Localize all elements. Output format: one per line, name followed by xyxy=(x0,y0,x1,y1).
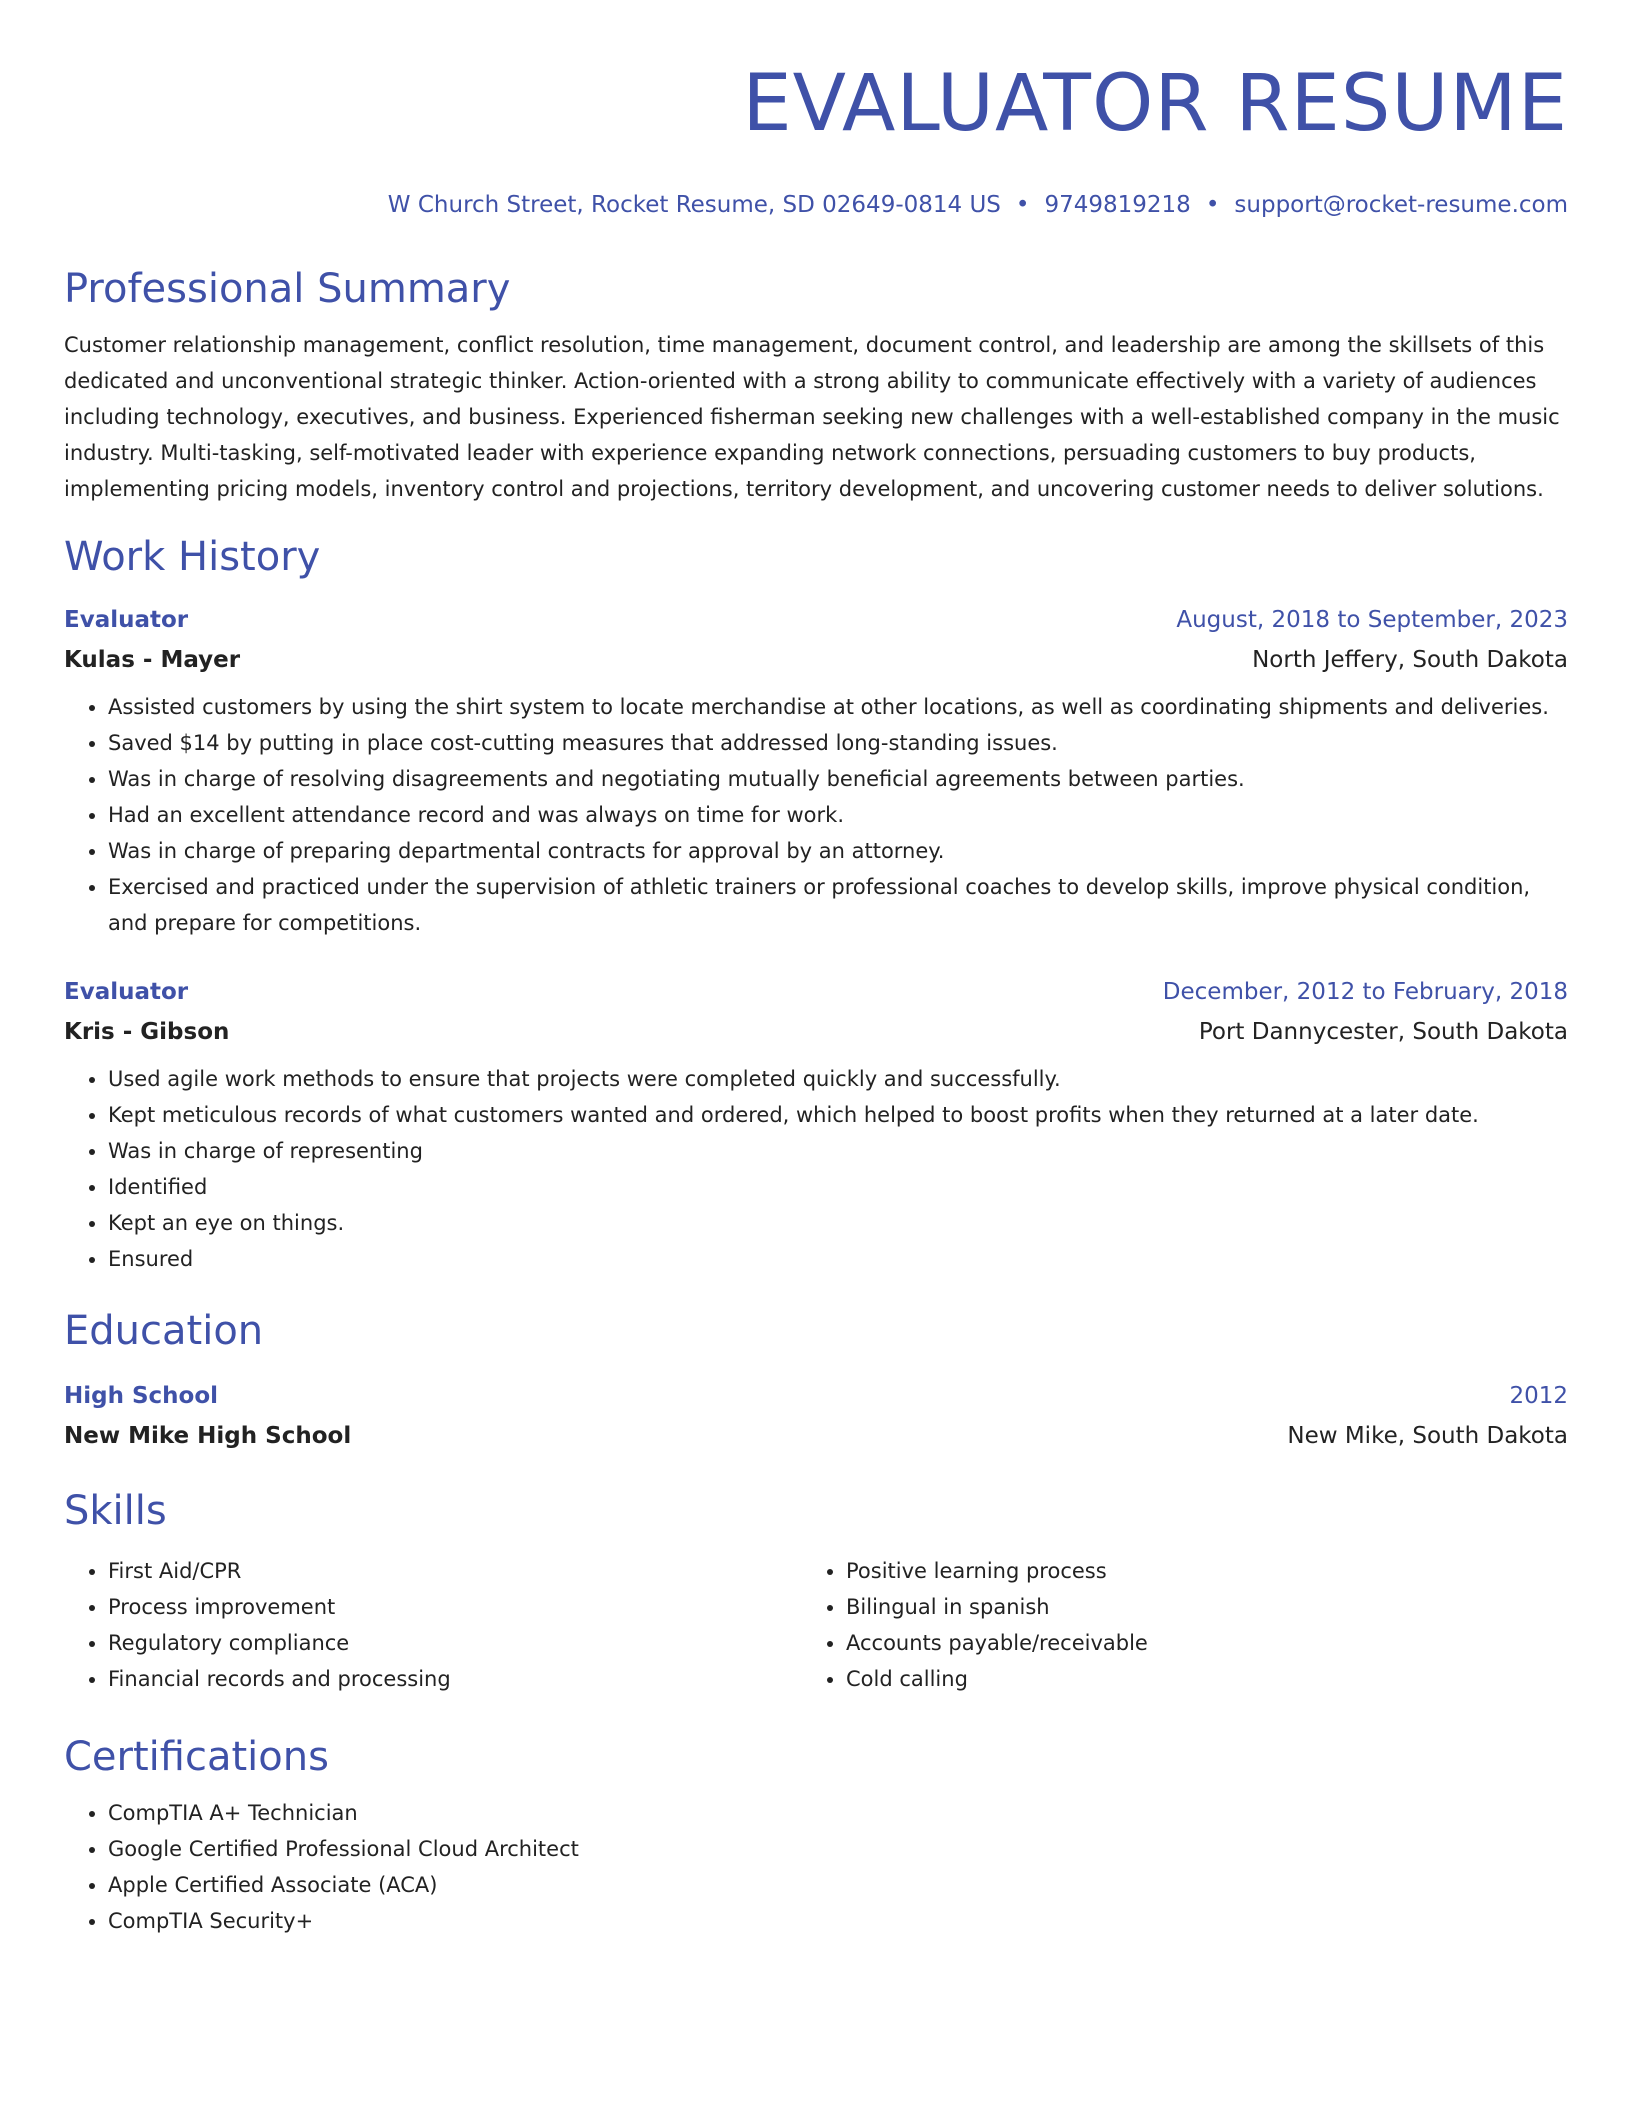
list-item: • Used agile work methods to ensure that projects were completed quickly and successfully. xyxy=(108,1061,1568,1097)
job-company: Kris - Gibson xyxy=(64,1019,230,1045)
list-item: • Was in charge of preparing departmental contracts for approval by an attorney. xyxy=(108,833,1568,869)
list-item: • Ensured xyxy=(108,1241,1568,1277)
list-item: • CompTIA Security+ xyxy=(108,1903,1568,1939)
certifications-list xyxy=(64,1795,1568,1939)
contact-separator: • xyxy=(1205,192,1220,218)
list-item: • Exercised and practiced under the supervision of athletic trainers or professional coaches to develop skills, improve physical condition, and prepare for competitions. xyxy=(108,869,1568,941)
education-year: 2012 xyxy=(1509,1383,1568,1409)
skills-list-right xyxy=(802,1553,1540,1697)
education-school-row xyxy=(64,1421,1568,1451)
list-item: • Apple Certified Associate (ACA) xyxy=(108,1867,1568,1903)
skills-list-left xyxy=(64,1553,802,1697)
summary-heading: Professional Summary xyxy=(64,266,511,312)
education-degree: High School xyxy=(64,1383,219,1409)
job-company-row xyxy=(64,1017,1568,1047)
list-item: • Saved $14 by putting in place cost-cutting measures that addressed long-standing issues. xyxy=(108,725,1568,761)
job-location: Port Dannycester, South Dakota xyxy=(1198,1019,1568,1045)
contact-email: support@rocket-resume.com xyxy=(1234,192,1568,218)
list-item: • First Aid/CPR xyxy=(108,1553,802,1589)
list-item: • Cold calling xyxy=(846,1661,1540,1697)
job-location: North Jeffery, South Dakota xyxy=(1252,647,1568,673)
education-degree-row xyxy=(64,1381,1568,1411)
job-entry xyxy=(64,977,1568,1277)
contact-address: W Church Street, Rocket Resume, SD 02649-0814 US xyxy=(387,192,1001,218)
contact-line xyxy=(64,190,1568,220)
list-item: • Positive learning process xyxy=(846,1553,1540,1589)
list-item: • Process improvement xyxy=(108,1589,802,1625)
job-dates: December, 2012 to February, 2018 xyxy=(1162,979,1568,1005)
education-heading: Education xyxy=(64,1308,264,1354)
list-item: • Bilingual in spanish xyxy=(846,1589,1540,1625)
job-dates: August, 2018 to September, 2023 xyxy=(1176,607,1568,633)
resume-title: EVALUATOR RESUME xyxy=(742,59,1568,149)
job-bullets xyxy=(64,689,1568,941)
job-title-row xyxy=(64,977,1568,1007)
list-item: • Accounts payable/receivable xyxy=(846,1625,1540,1661)
education-entry xyxy=(64,1381,1568,1451)
list-item: • CompTIA A+ Technician xyxy=(108,1795,1568,1831)
summary-text: Customer relationship management, conflict resolution, time management, document control, and leadership are among the skillsets of this dedicated and unconventional strategic thinker. Action-oriented with a strong ability to communicate effectively with a variety of audiences including technology, executives, and business. Experienced fisherman seeking new challenges with a well-established company in the music industry. Multi-tasking, self-motivated leader with experience expanding network connections, persuading customers to buy products, implementing pricing models, inventory control and projections, territory development, and uncovering customer needs to deliver solutions. xyxy=(64,333,1560,501)
list-item: • Kept an eye on things. xyxy=(108,1205,1568,1241)
job-company-row xyxy=(64,645,1568,675)
education-location: New Mike, South Dakota xyxy=(1287,1423,1568,1449)
list-item: • Google Certified Professional Cloud Architect xyxy=(108,1831,1568,1867)
list-item: • Assisted customers by using the shirt system to locate merchandise at other locations, as well as coordinating shipments and deliveries. xyxy=(108,689,1568,725)
skills-columns xyxy=(64,1553,1568,1697)
work-history-heading: Work History xyxy=(64,534,321,580)
job-entry xyxy=(64,605,1568,941)
list-item: • Financial records and processing xyxy=(108,1661,802,1697)
job-role: Evaluator xyxy=(64,607,189,633)
list-item: • Regulatory compliance xyxy=(108,1625,802,1661)
list-item: • Identified xyxy=(108,1169,1568,1205)
job-bullets xyxy=(64,1061,1568,1277)
certifications-heading: Certifications xyxy=(64,1734,329,1780)
list-item: • Had an excellent attendance record and was always on time for work. xyxy=(108,797,1568,833)
list-item: • Kept meticulous records of what customers wanted and ordered, which helped to boost profits when they returned at a later date. xyxy=(108,1097,1568,1133)
contact-phone: 9749819218 xyxy=(1044,192,1191,218)
skills-heading: Skills xyxy=(64,1488,167,1534)
list-item: • Was in charge of resolving disagreements and negotiating mutually beneficial agreements between parties. xyxy=(108,761,1568,797)
job-title-row xyxy=(64,605,1568,635)
education-school: New Mike High School xyxy=(64,1423,352,1449)
contact-separator: • xyxy=(1015,192,1030,218)
job-role: Evaluator xyxy=(64,979,189,1005)
job-company: Kulas - Mayer xyxy=(64,647,241,673)
list-item: • Was in charge of representing xyxy=(108,1133,1568,1169)
